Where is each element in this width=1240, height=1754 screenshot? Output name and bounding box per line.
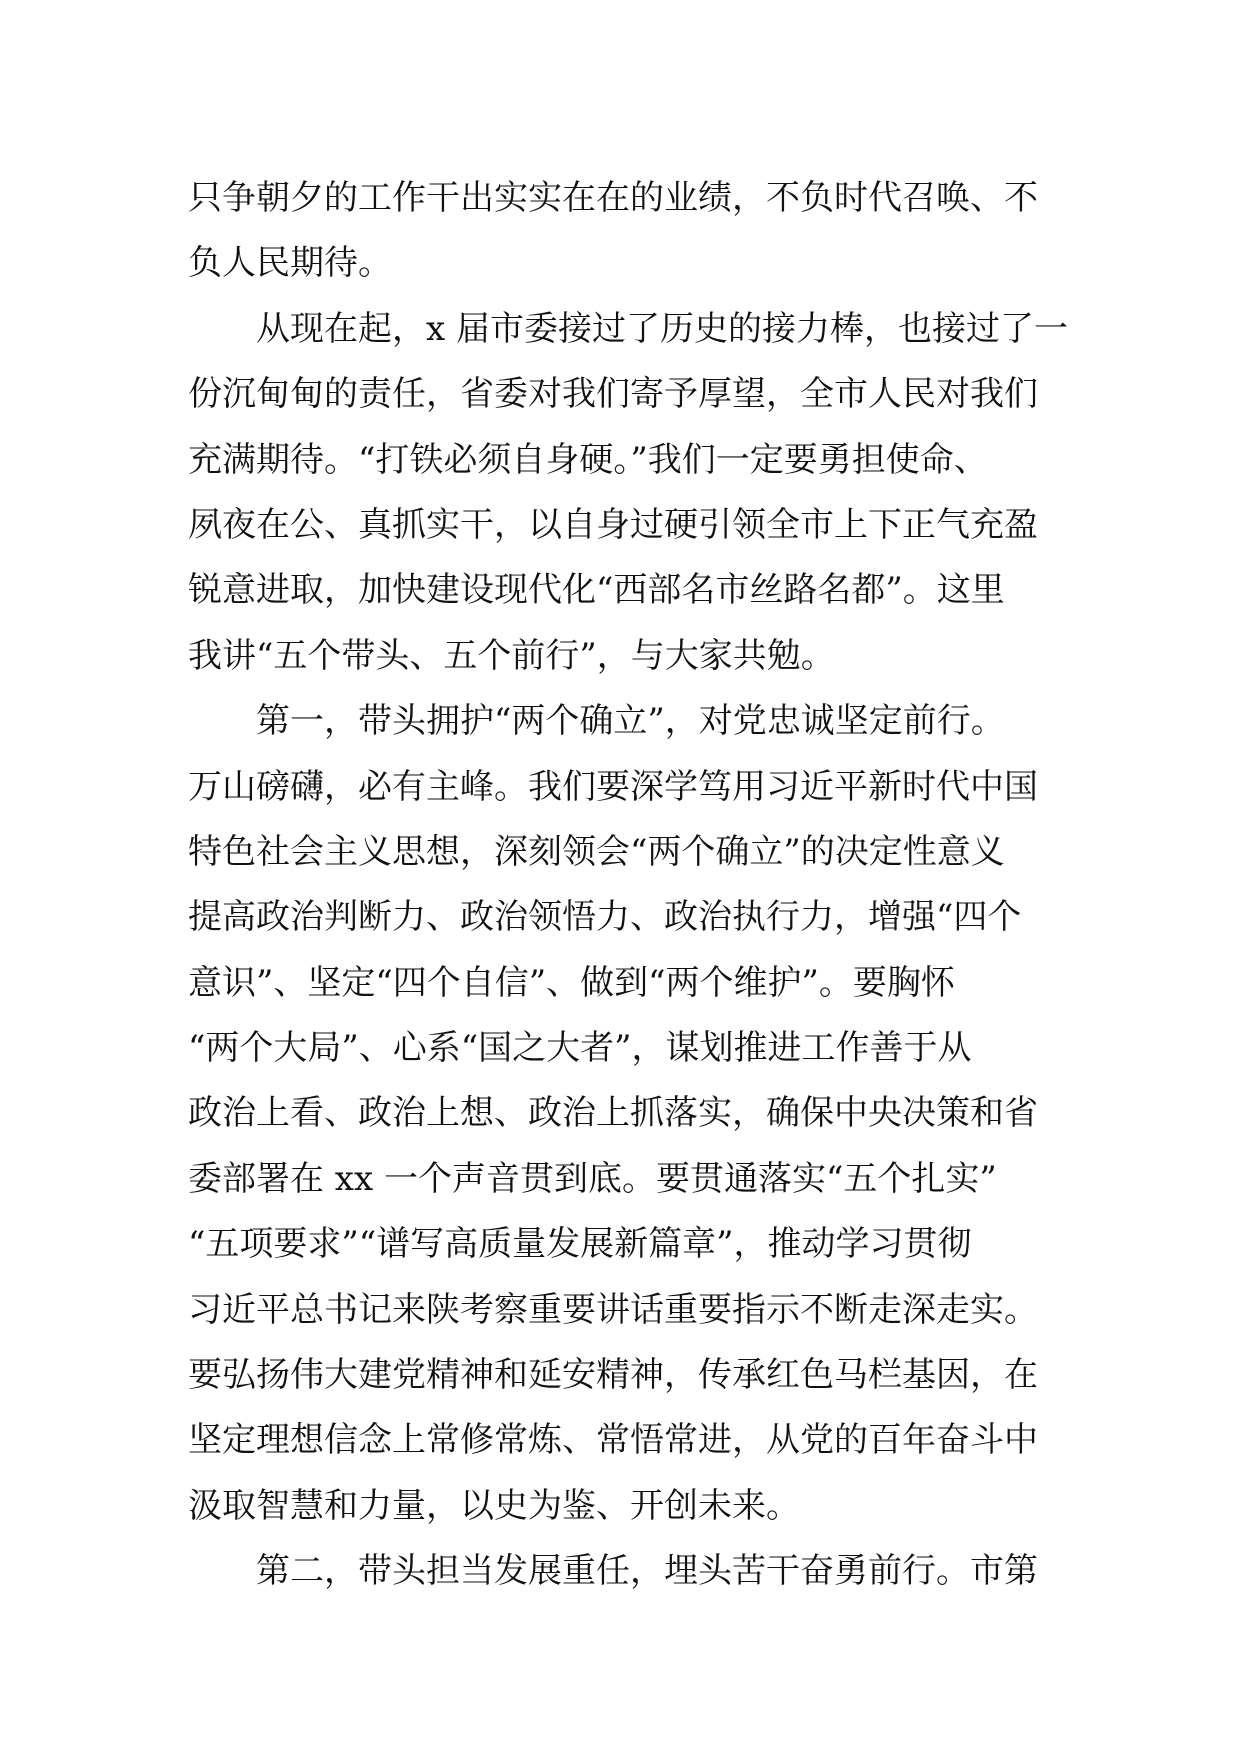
text-line: 坚定理想信念上常修常炼、常悟常进，从党的百年奋斗中 [188, 1420, 1038, 1461]
text-line: 从现在起，x 届市委接过了历史的接力棒，也接过了一 [256, 308, 1068, 349]
text-line: 意识”、坚定“四个自信”、做到“两个维护”。要胸怀 [188, 962, 955, 1003]
text-line: 充满期待。“打铁必须自身硬。”我们一定要勇担使命、 [188, 439, 988, 480]
text-line: 份沉甸甸的责任，省委对我们寄予厚望，全市人民对我们 [188, 374, 1038, 415]
text-line: 万山磅礴，必有主峰。我们要深学笃用习近平新时代中国 [188, 766, 1038, 807]
text-line: 只争朝夕的工作干出实实在在的业绩，不负时代召唤、不 [188, 178, 1038, 218]
document-body [188, 166, 1068, 1605]
text-line: 锐意进取，加快建设现代化“西部名市丝路名都”。这里 [188, 570, 1005, 611]
text-line: “五项要求”“谱写高质量发展新篇章”，推动学习贯彻 [188, 1224, 972, 1265]
text-line: “两个大局”、心系“国之大者”，谋划推进工作善于从 [188, 1028, 972, 1069]
text-line: 特色社会主义思想，深刻领会“两个确立”的决定性意义 [188, 831, 1005, 872]
text-line: 汲取智慧和力量，以史为鉴、开创未来。 [188, 1485, 800, 1526]
text-line: 第一，带头拥护“两个确立”，对党忠诚坚定前行。 [256, 701, 1005, 742]
text-line: 负人民期待。 [188, 243, 392, 284]
text-line: 习近平总书记来陕考察重要讲话重要指示不断走深走实。 [188, 1289, 1038, 1330]
text-line: 第二，带头担当发展重任，埋头苦干奋勇前行。市第 [256, 1551, 1038, 1592]
text-line: 政治上看、政治上想、政治上抓落实，确保中央决策和省 [188, 1093, 1038, 1134]
text-line: 要弘扬伟大建党精神和延安精神，传承红色马栏基因，在 [188, 1355, 1038, 1396]
text-line: 夙夜在公、真抓实干，以自身过硬引领全市上下正气充盈 [188, 504, 1038, 545]
text-line: 提高政治判断力、政治领悟力、政治执行力，增强“四个 [188, 897, 1022, 938]
text-line: 委部署在 xx 一个声音贯到底。要贯通落实“五个扎实” [188, 1158, 997, 1199]
text-line: 我讲“五个带头、五个前行”，与大家共勉。 [188, 635, 835, 676]
